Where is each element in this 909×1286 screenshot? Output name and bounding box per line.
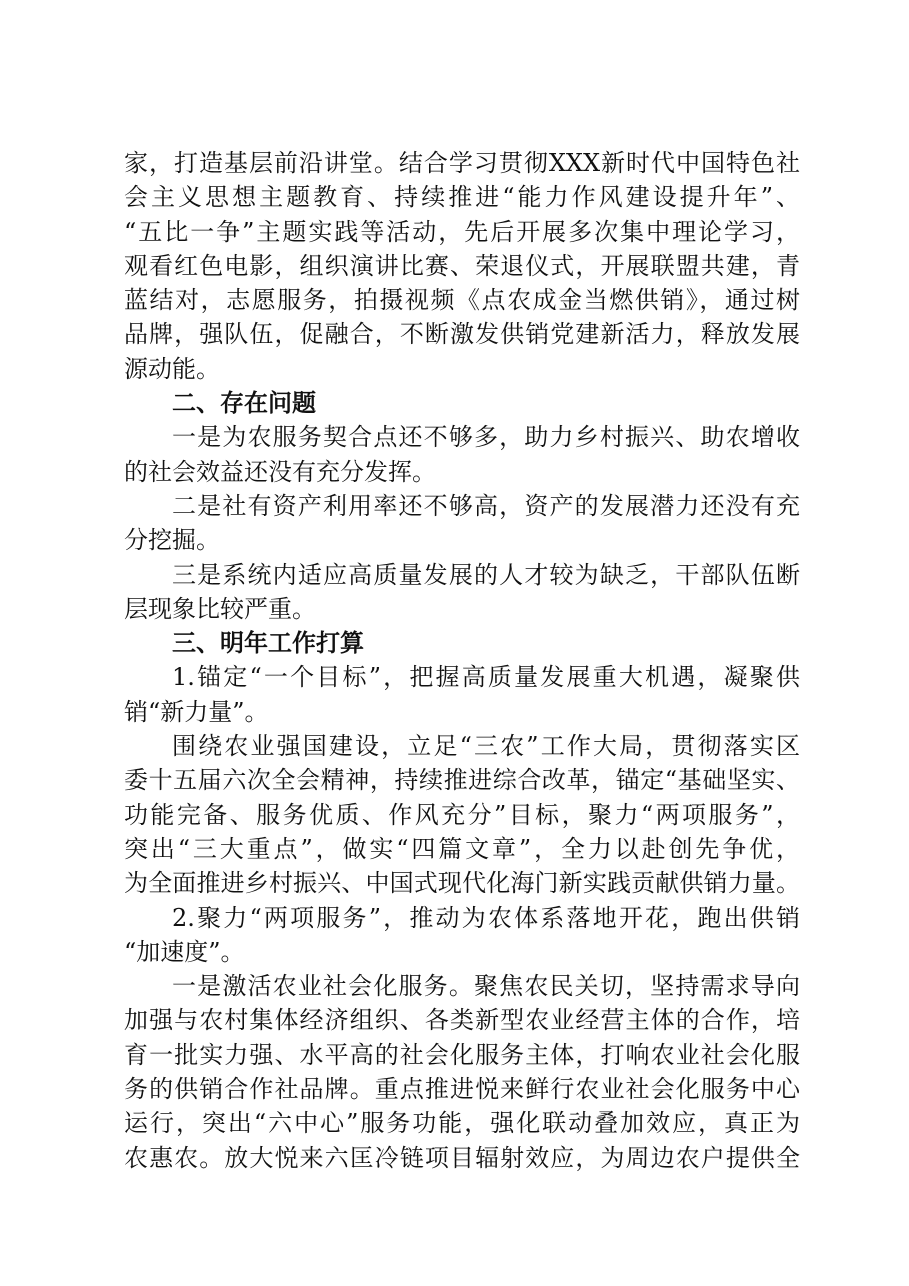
- text-line: 会主义思想主题教育、持续推进“能力作风建设提升年”、: [124, 183, 800, 212]
- text-line: 品牌，强队伍，促融合，不断激发供销党建新活力，释放发展: [124, 320, 800, 349]
- section-heading-next-year-plan: 三、明年工作打算: [172, 629, 364, 658]
- text-line: 运行，突出“六中心”服务功能，强化联动叠加效应，真正为: [124, 1109, 800, 1138]
- paragraph-party-building: [124, 146, 800, 386]
- text-line: 围绕农业强国建设，立足“三农”工作大局，贯彻落实区: [172, 732, 800, 761]
- text-line: 三是系统内适应高质量发展的人才较为缺乏，干部队伍断: [172, 560, 800, 589]
- text-line: 一是激活农业社会化服务。聚焦农民关切，坚持需求导向: [172, 972, 800, 1001]
- text-line: 务的供销合作社品牌。重点推进悦来鲜行农业社会化服务中心: [124, 1075, 800, 1104]
- text-line: 的社会效益还没有充分发挥。: [124, 457, 436, 486]
- text-line: 家，打造基层前沿讲堂。结合学习贯彻XXX新时代中国特色社: [124, 149, 800, 177]
- text-line: 销“新力量”。: [124, 697, 269, 726]
- paragraph-problem-1: [124, 420, 800, 489]
- text-line: 功能完备、服务优质、作风充分”目标，聚力“两项服务”，: [124, 800, 800, 829]
- text-line: 加强与农村集体经济组织、各类新型农业经营主体的合作，培: [124, 1006, 800, 1035]
- paragraph-item-1-title: [124, 660, 800, 729]
- text-line: 一是为农服务契合点还不够多，助力乡村振兴、助农增收: [172, 423, 800, 452]
- paragraph-problem-2: [124, 489, 800, 558]
- paragraph-item-2-body: [124, 969, 800, 1175]
- text-line: 分挖掘。: [124, 526, 220, 555]
- paragraph-item-2-title: [124, 901, 800, 970]
- text-line: 为全面推进乡村振兴、中国式现代化海门新实践贡献供销力量。: [124, 869, 800, 898]
- text-line: 委十五届六次全会精神，持续推进综合改革，锚定“基础坚实、: [124, 766, 800, 795]
- text-line: “五比一争”主题实践等活动，先后开展多次集中理论学习，: [124, 217, 800, 246]
- text-line: 层现象比较严重。: [124, 594, 316, 623]
- text-line: 1.锚定“一个目标”，把握高质量发展重大机遇，凝聚供: [172, 663, 800, 692]
- text-line: “加速度”。: [124, 937, 245, 966]
- text-line: 蓝结对，志愿服务，拍摄视频《点农成金当燃供销》，通过树: [124, 286, 800, 315]
- text-line: 育一批实力强、水平高的社会化服务主体，打响农业社会化服: [124, 1040, 800, 1069]
- paragraph-problem-3: [124, 558, 800, 627]
- text-line: 2.聚力“两项服务”，推动为农体系落地开花，跑出供销: [172, 903, 800, 932]
- text-line: 农惠农。放大悦来六匡冷链项目辐射效应，为周边农户提供全: [124, 1143, 800, 1172]
- paragraph-item-1-body: [124, 729, 800, 900]
- document-body: [124, 146, 800, 1175]
- section-heading-problems: 二、存在问题: [172, 389, 316, 418]
- text-line: 源动能。: [124, 354, 220, 383]
- text-line: 突出“三大重点”，做实“四篇文章”，全力以赴创先争优，: [124, 834, 800, 863]
- text-line: 二是社有资产利用率还不够高，资产的发展潜力还没有充: [172, 491, 800, 520]
- text-line: 观看红色电影，组织演讲比赛、荣退仪式，开展联盟共建，青: [124, 251, 800, 280]
